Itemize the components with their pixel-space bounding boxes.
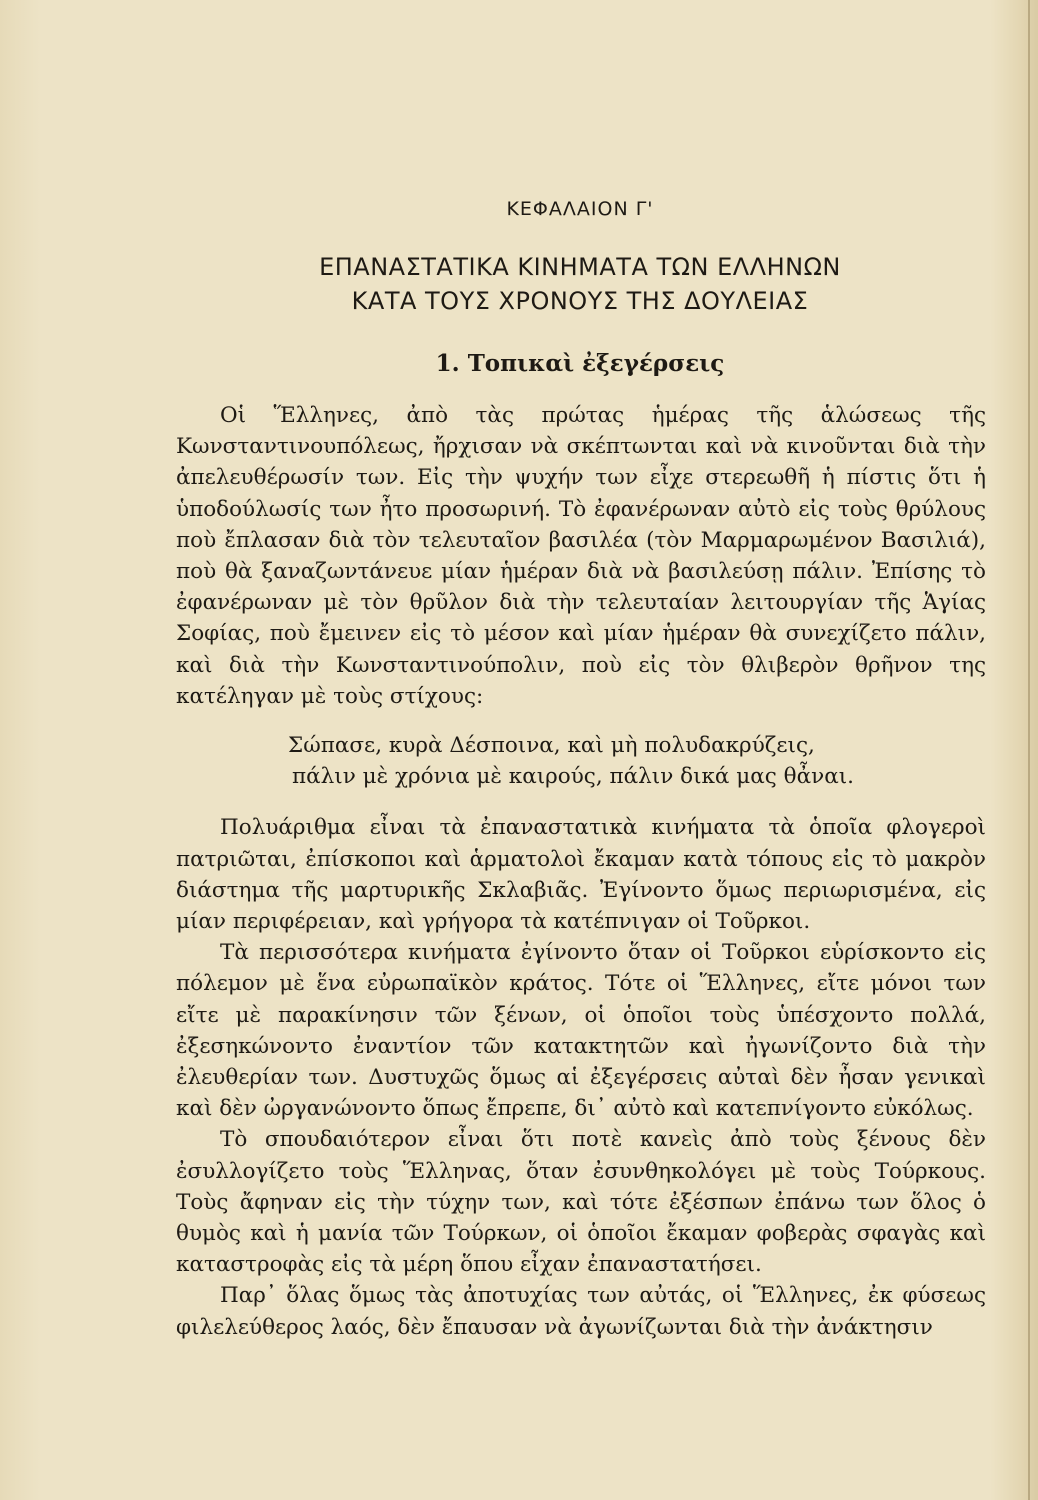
verse-line-2: πάλιν μὲ χρόνια μὲ καιρούς, πάλιν δικά μας θἆναι. bbox=[292, 764, 854, 790]
verse-quote bbox=[288, 730, 986, 792]
chapter-title-line-1: ΕΠΑΝΑΣΤΑΤΙΚΑ ΚΙΝΗΜΑΤΑ ΤΩΝ ΕΛΛΗΝΩΝ bbox=[319, 253, 841, 281]
paragraph-3: Τὰ περισσότερα κινήματα ἐγίνοντο ὅταν οἱ Τοῦρκοι εὑρίσκοντο εἰς πόλεμον μὲ ἕνα εὐρωπαϊκὸν κράτος. Τότε οἱ Ἕλληνες, εἴτε μόνοι των εἴτε μὲ παρακίνησιν τῶν ξένων, οἱ ὁποῖοι τοὺς ὑπέσχοντο πολλά, ἐξεσηκώνοντο ἐναντίον τῶν κατακτητῶν καὶ ἠγωνίζοντο διὰ τὴν ἐλευθερίαν των. Δυστυχῶς ὅμως αἱ ἐξεγέρσεις αὐταὶ δὲν ἦσαν γενικαὶ καὶ δὲν ὠργανώνοντο ὅπως ἔπρεπε, δι᾽ αὐτὸ καὶ κατεπνίγοντο εὐκόλως. bbox=[176, 940, 986, 1122]
paragraph-1: Οἱ Ἕλληνες, ἀπὸ τὰς πρώτας ἡμέρας τῆς ἁλώσεως τῆς Κωνσταντινουπόλεως, ἤρχισαν νὰ σκέπτωνται καὶ νὰ κινοῦνται διὰ τὴν ἀπελευθέρωσίν των. Εἰς τὴν ψυχήν των εἶχε στερεωθῆ ἡ πίστις ὅτι ἡ ὑποδούλωσίς των ἦτο προσωρινή. Τὸ ἐφανέρωναν αὐτὸ εἰς τοὺς θρύλους ποὺ ἔπλασαν διὰ τὸν τελευταῖον βασιλέα (τὸν Μαρμαρωμένον Βασιλιά), ποὺ θὰ ξαναζωντάνευε μίαν ἡμέραν διὰ νὰ βασιλεύσῃ πάλιν. Ἐπίσης τὸ ἐφανέρωναν μὲ τὸν θρῦλον διὰ τὴν τελευταίαν λειτουργίαν τῆς Ἁγίας Σοφίας, ποὺ ἔμεινεν εἰς τὸ μέσον καὶ μίαν ἡμέραν θὰ συνεχίζετο πάλιν, καὶ διὰ τὴν Κωνσταντινούπολιν, ποὺ εἰς τὸν θλιβερὸν θρῆνον της κατέληγαν μὲ τοὺς στίχους: bbox=[176, 403, 986, 709]
page-edge-line bbox=[1028, 0, 1030, 1500]
chapter-label: ΚΕΦΑΛΑΙΟΝ Γ' bbox=[506, 198, 654, 220]
chapter-title bbox=[0, 250, 1038, 318]
chapter-title-line-2: ΚΑΤΑ ΤΟΥΣ ΧΡΟΝΟΥΣ ΤΗΣ ΔΟΥΛΕΙΑΣ bbox=[351, 287, 809, 315]
section-title: 1. Τοπικαὶ ἐξεγέρσεις bbox=[435, 350, 725, 377]
paragraph-5: Παρ᾽ ὅλας ὅμως τὰς ἀποτυχίας των αὐτάς, οἱ Ἕλληνες, ἐκ φύσεως φιλελεύθερος λαός, δὲν ἔπαυσαν νὰ ἀγωνίζωνται διὰ τὴν ἀνάκτησιν bbox=[176, 1283, 986, 1340]
verse-line-1: Σώπασε, κυρὰ Δέσποινα, καὶ μὴ πολυδακρύζεις, bbox=[288, 733, 815, 759]
paragraph-4: Τὸ σπουδαιότερον εἶναι ὅτι ποτὲ κανεὶς ἀπὸ τοὺς ξένους δὲν ἐσυλλογίζετο τοὺς Ἕλληνας, ὅταν ἐσυνθηκολόγει μὲ τοὺς Τούρκους. Τοὺς ἄφηναν εἰς τὴν τύχην των, καὶ τότε ἐξέσπων ἐπάνω των ὅλος ὁ θυμὸς καὶ ἡ μανία τῶν Τούρκων, οἱ ὁποῖοι ἔκαμαν φοβερὰς σφαγὰς καὶ καταστροφὰς εἰς τὰ μέρη ὅπου εἶχαν ἐπαναστατήσει. bbox=[176, 1127, 986, 1278]
body-text bbox=[176, 400, 986, 1343]
paragraph-2: Πολυάριθμα εἶναι τὰ ἐπαναστατικὰ κινήματα τὰ ὁποῖα φλογεροὶ πατριῶται, ἐπίσκοποι καὶ ἁρματολοὶ ἔκαμαν κατὰ τόπους εἰς τὸ μακρὸν διάστημα τῆς μαρτυρικῆς Σκλαβιᾶς. Ἐγίνοντο ὅμως περιωρισμένα, εἰς μίαν περιφέρειαν, καὶ γρήγορα τὰ κατέπνιγαν οἱ Τοῦρκοι. bbox=[176, 815, 986, 935]
